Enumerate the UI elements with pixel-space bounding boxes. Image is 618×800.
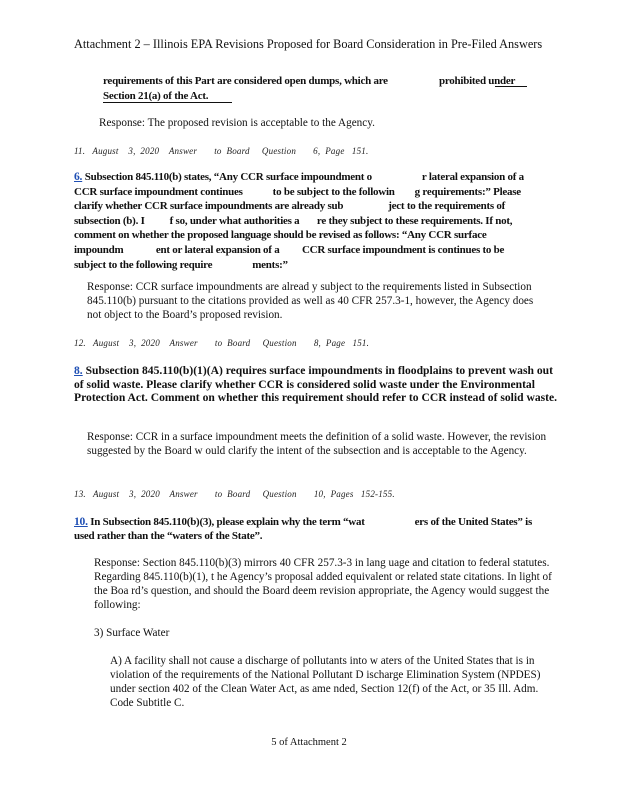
continued-line-1-underline — [495, 86, 527, 87]
question-8-number: 8. — [74, 364, 83, 377]
surface-water-paragraph-a: A) A facility shall not cause a discharge of pollutants into w aters of the United States that is in violation of the requirements of the National Pollutant D ischarge Elimination System (NPDES) under section 402 of the Clean Water Act, as ame nded, Section 12(f) of the Act, or 35 Ill. Adm. Code Subtitle C. — [110, 655, 541, 709]
continued-line-2-text: Section 21(a) of the Act. — [103, 90, 232, 103]
question-8-text: Subsection 845.110(b)(1)(A) requires surface impoundments in floodplains to prevent wash out of solid waste. Please clarify whether CCR is considered solid waste under the Environmental Protection Act. Comment on whether this requirement should refer to CCR instead of solid waste. — [74, 364, 558, 404]
response-6: Response: CCR surface impoundments are alread y subject to the requirements listed in Subsection 845.110(b) pursuant to the citations provided as well as 40 CFR 257.3-1, however, the Agency does not object to the Board’s proposed revision. — [87, 281, 534, 321]
continued-line-2 — [103, 89, 533, 104]
continued-text-block — [103, 74, 533, 103]
response-10: Response: Section 845.110(b)(3) mirrors 40 CFR 257.3-3 in lang uage and citation to federal statutes. Regarding 845.110(b)(1), t he Agency’s proposal added equivalent or related state citations. In light of the Boa rd’s question, and should the Board deem revision appropriate, the Agency would suggest the following: — [94, 557, 552, 611]
continued-line-1-text: requirements of this Part are considered open dumps, which are — [103, 75, 388, 87]
question-10-text: In Subsection 845.110(b)(3), please explain why the term “wat ers of the United States” is used rather than the “waters of the State”. — [74, 516, 535, 542]
item-meta-12: 12. August 3, 2020 Answer to Board Question 8, Page 151. — [74, 338, 370, 348]
item-meta-13: 13. August 3, 2020 Answer to Board Question 10, Pages 152-155. — [74, 489, 395, 499]
page-footer: 5 of Attachment 2 — [271, 737, 347, 748]
response-8: Response: CCR in a surface impoundment meets the definition of a solid waste. However, the revision suggested by the Board w ould clarify the intent of the subsection and is acceptable to the Agency. — [87, 431, 547, 457]
item-meta-11: 11. August 3, 2020 Answer to Board Question 6, Page 151. — [74, 146, 369, 156]
question-10-number: 10. — [74, 515, 88, 528]
question-10 — [74, 515, 534, 543]
continued-line-1 — [103, 74, 533, 89]
page-header: Attachment 2 – Illinois EPA Revisions Proposed for Board Consideration in Pre-Filed Answers — [74, 37, 543, 51]
question-8 — [74, 364, 564, 405]
question-6-text: Subsection 845.110(b) states, “Any CCR surface impoundment o r lateral expansion of a CCR surface impoundment continues to be subject to the followin g requirements:” Please clarify whether CCR surface impoundments are already sub ject to the requirements of subsection (b). I f so, under what authorities a re they subject to these requirements. If not, comment on whether the proposed language should be revised as follows: “Any CCR surface impoundm ent or lateral expansion of a CCR surface impoundment is continues to be subject to the following require ments:” — [74, 171, 527, 271]
continued-line-1-right: prohibited under — [439, 75, 516, 87]
response-0: Response: The proposed revision is acceptable to the Agency. — [99, 117, 375, 129]
question-6 — [74, 170, 534, 272]
question-6-number: 6. — [74, 170, 83, 183]
surface-water-heading: 3) Surface Water — [94, 627, 170, 639]
